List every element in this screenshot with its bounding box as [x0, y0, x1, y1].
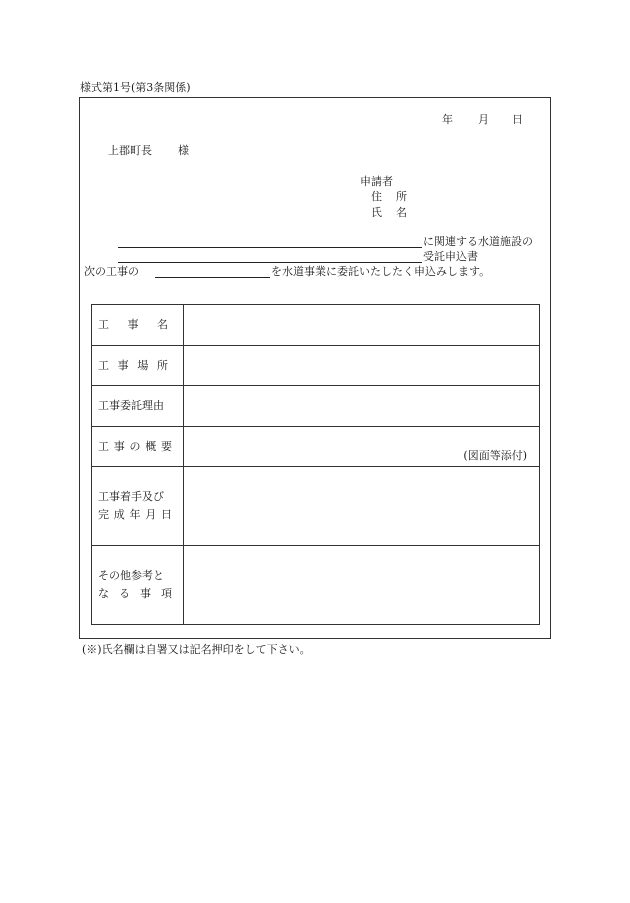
other-reference-field[interactable] [184, 546, 540, 625]
commission-reason-label [92, 386, 184, 427]
applicant-title: 申請者 [360, 175, 393, 188]
applicant-name-label-2: 名 [396, 206, 407, 219]
applicant-address-label-1: 住 [371, 190, 382, 203]
commission-reason-text: 工事委託理由 [98, 399, 164, 413]
label-char: 成 [113, 508, 125, 522]
drawings-attached-note: (図面等添付) [463, 449, 527, 463]
form-number-label: 様式第1号(第3条関係) [80, 81, 191, 94]
body-line2-suffix: 受託申込書 [423, 250, 478, 263]
other-reference-label [92, 546, 184, 625]
construction-site-field[interactable] [184, 345, 540, 386]
label-char: な [98, 587, 109, 601]
table-row [92, 345, 540, 386]
label-char: 事 [140, 587, 151, 601]
construction-overview-field[interactable] [184, 426, 540, 467]
label-char: 工 [98, 439, 109, 453]
table-row [92, 467, 540, 546]
label-char: 所 [156, 358, 168, 372]
table-row [92, 386, 540, 427]
date-year-label: 年 [442, 113, 453, 126]
commission-reason-field[interactable] [184, 386, 540, 427]
construction-overview-label [92, 426, 184, 467]
date-day-label: 日 [512, 113, 523, 126]
label-char: 場 [137, 358, 149, 372]
label-char: 工 [98, 317, 109, 331]
date-month-label: 月 [478, 113, 489, 126]
label-char: 項 [161, 587, 172, 601]
applicant-address-label-2: 所 [396, 190, 407, 203]
construction-site-label [92, 345, 184, 386]
construction-name-field[interactable] [184, 305, 540, 346]
label-char: の [129, 439, 141, 453]
start-completion-date-field[interactable] [184, 467, 540, 546]
application-details-table [91, 304, 540, 625]
table-row [92, 546, 540, 625]
table-row [92, 426, 540, 467]
table-row [92, 305, 540, 346]
label-char: 要 [161, 439, 172, 453]
label-char: 事 [113, 439, 125, 453]
label-char: る [119, 587, 130, 601]
label-char: 月 [145, 508, 157, 522]
label-char: 名 [157, 317, 168, 331]
label-char: 事 [127, 317, 139, 331]
body-line1-suffix: に関連する水道施設の [423, 235, 533, 248]
addressee-honorific: 様 [178, 144, 189, 157]
start-completion-date-label [92, 467, 184, 546]
construction-name-label [92, 305, 184, 346]
application-type-blank[interactable] [118, 262, 422, 263]
body-line3-prefix: 次の工事の [84, 265, 139, 278]
label-char: 工 [98, 358, 109, 372]
applicant-name-label-1: 氏 [371, 206, 382, 219]
construction-name-blank[interactable] [155, 277, 270, 278]
label-char: 事 [117, 358, 129, 372]
label-char: 概 [145, 439, 157, 453]
label-char: 完 [98, 508, 109, 522]
label-char: 日 [161, 508, 172, 522]
addressee-name: 上郡町長 [108, 144, 152, 157]
label-char: 年 [129, 508, 141, 522]
other-reference-line1: その他参考と [98, 569, 164, 583]
signature-footnote: (※)氏名欄は自署又は記名押印をして下さい。 [82, 643, 311, 656]
start-completion-line1: 工事着手及び [98, 490, 164, 504]
related-facility-blank[interactable] [118, 247, 422, 248]
body-line3-suffix: を水道事業に委託いたしたく申込みします。 [271, 265, 491, 278]
